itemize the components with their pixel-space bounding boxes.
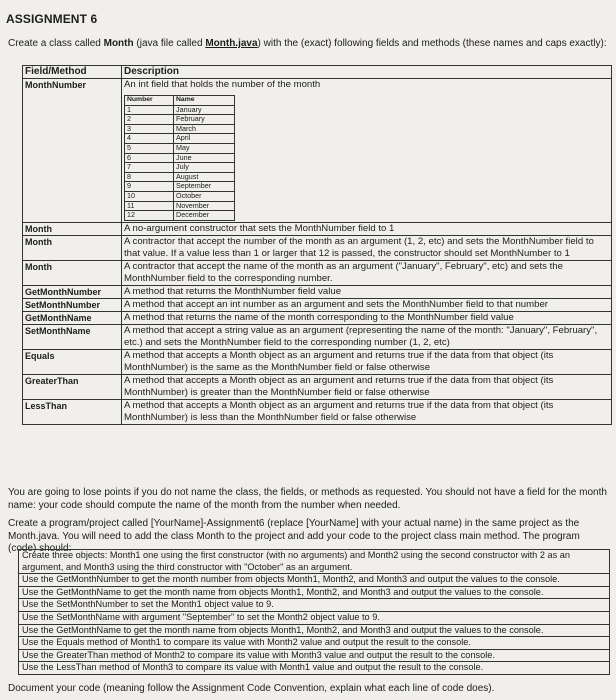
step-text: Use the SetMonthName with argument "September" to set the Month2 object value to 9.: [19, 611, 610, 624]
method-description: A method that accepts a Month object as an argument and returns true if the data from that object (its MonthNumber) is the same as the MonthNumber field or false otherwise: [122, 349, 612, 374]
intro-text-1: Create a class called: [8, 38, 104, 49]
table-row: [23, 374, 612, 399]
method-name: GetMonthNumber: [23, 285, 122, 298]
month-name: November: [174, 201, 235, 211]
method-description: A contractor that accept the name of the month as an argument ("January", February", etc) and sets the MonthNumber field to the corresponding number.: [122, 260, 612, 285]
month-number: 4: [125, 134, 174, 144]
month-number: 12: [125, 211, 174, 221]
header-field-method: Field/Method: [23, 66, 122, 79]
table-header-row: [23, 66, 612, 79]
month-name: March: [174, 124, 235, 134]
month-row: [125, 182, 235, 192]
table-row: [23, 235, 612, 260]
method-name: Equals: [23, 349, 122, 374]
month-number: 9: [125, 182, 174, 192]
field-name: MonthNumber: [23, 79, 122, 223]
method-description: A method that returns the name of the month corresponding to the MonthNumber field value: [122, 311, 612, 324]
step-text: Use the GreaterThan method of Month2 to compare its value with Month3 value and output the result to the console.: [19, 649, 610, 662]
month-name: February: [174, 115, 235, 125]
table-row: [23, 222, 612, 235]
method-name: Month: [23, 222, 122, 235]
method-name: GreaterThan: [23, 374, 122, 399]
class-name: Month: [103, 38, 134, 49]
table-row: [23, 79, 612, 223]
method-description: A method that returns the MonthNumber field value: [122, 285, 612, 298]
step-text: Use the GetMonthName to get the month name from objects Month1, Month2, and Month3 and output the values to the console.: [19, 624, 610, 637]
fields-methods-table: [22, 65, 612, 425]
method-name: Month: [23, 235, 122, 260]
field-description-cell: [122, 79, 612, 223]
method-description: A method that accepts a Month object as an argument and returns true if the data from that object (its MonthNumber) is greater than the MonthNumber field or false otherwise: [122, 374, 612, 399]
list-item: [19, 574, 610, 587]
table-row: [23, 349, 612, 374]
month-number: 7: [125, 163, 174, 173]
project-instructions-paragraph: Create a program/project called [YourName]-Assignment6 (replace [YourName] with your actual name) in the same project as the Month.java. You will need to add the class Month to the project and add your code to the project class main method. The program (code) should:: [8, 518, 580, 554]
month-name: August: [174, 172, 235, 182]
method-name: Month: [23, 260, 122, 285]
assignment-page: [4, 0, 610, 694]
field-description: An int field that holds the number of the month: [124, 79, 321, 90]
method-description: A contractor that accept the number of the month as an argument (1, 2, etc) and sets the MonthNumber field to that value. If a value less than 1 or larger that 12 is passed, the constructor should set MonthNumber to 1: [122, 235, 612, 260]
month-number: 5: [125, 143, 174, 153]
method-name: SetMonthName: [23, 324, 122, 349]
method-description: A method that accept an int number as an argument and sets the MonthNumber field to that number: [122, 298, 612, 311]
file-name: Month.java: [205, 38, 258, 49]
month-row: [125, 211, 235, 221]
month-name: June: [174, 153, 235, 163]
method-name: GetMonthName: [23, 311, 122, 324]
list-item: [19, 550, 610, 574]
method-name: LessThan: [23, 399, 122, 424]
method-description: A method that accepts a Month object as an argument and returns true if the data from that object (its MonthNumber) is less than the MonthNumber field or false otherwise: [122, 399, 612, 424]
month-row: [125, 115, 235, 125]
table-row: [23, 324, 612, 349]
month-name: April: [174, 134, 235, 144]
table-row: [23, 399, 612, 424]
month-name: September: [174, 182, 235, 192]
step-text: Use the SetMonthNumber to set the Month1 object value to 9.: [19, 599, 610, 612]
table-row: [23, 260, 612, 285]
month-number: 6: [125, 153, 174, 163]
list-item: [19, 586, 610, 599]
method-description: A method that accept a string value as an argument (representing the name of the month: "January", February", etc.) and sets the MonthNumber field to the corresponding number (1, 2, etc): [122, 324, 612, 349]
month-name: May: [174, 143, 235, 153]
month-row: [125, 143, 235, 153]
program-steps-table: [18, 549, 610, 675]
table-row: [23, 298, 612, 311]
month-number: 10: [125, 191, 174, 201]
list-item: [19, 624, 610, 637]
month-row: [125, 191, 235, 201]
month-name: October: [174, 191, 235, 201]
list-item: [19, 611, 610, 624]
page-title: ASSIGNMENT 6: [6, 12, 98, 26]
table-row: [23, 285, 612, 298]
intro-text-2: (java file called: [133, 38, 206, 49]
step-text: Use the LessThan method of Month3 to compare its value with Month1 value and output the result to the console.: [19, 662, 610, 675]
month-name: January: [174, 105, 235, 115]
month-number: 3: [125, 124, 174, 134]
table-row: [23, 311, 612, 324]
step-text: Use the GetMonthName to get the month name from objects Month1, Month2, and Month3 and output the values to the console.: [19, 586, 610, 599]
intro-paragraph: [8, 38, 608, 51]
month-number: 1: [125, 105, 174, 115]
months-header-name: Name: [174, 96, 235, 106]
step-text: Use the GetMonthNumber to get the month number from objects Month1, Month2, and Month3 and output the values to the console.: [19, 574, 610, 587]
list-item: [19, 599, 610, 612]
step-text: Create three objects: Month1 one using the first constructor (with no arguments) and Month2 using the second constructor with 2 as an argument, and Month3 using the third constructor with "October" as an argument.: [19, 550, 610, 574]
month-name: July: [174, 163, 235, 173]
list-item: [19, 662, 610, 675]
month-name: December: [174, 211, 235, 221]
list-item: [19, 637, 610, 650]
method-description: A no-argument constructor that sets the MonthNumber field to 1: [122, 222, 612, 235]
months-table: [124, 95, 235, 221]
documentation-note: Document your code (meaning follow the Assignment Code Convention, explain what each line of code does).: [8, 683, 495, 694]
naming-warning-paragraph: You are going to lose points if you do not name the class, the fields, or methods as requested. You should not have a field for the month name: your code should compute the name of the month from the number when needed.: [8, 487, 607, 511]
method-name: SetMonthNumber: [23, 298, 122, 311]
months-header-row: [125, 96, 235, 106]
intro-text-3: ) with the (exact) following fields and methods (these names and caps exactly):: [257, 38, 607, 49]
month-number: 2: [125, 115, 174, 125]
list-item: [19, 649, 610, 662]
month-row: [125, 163, 235, 173]
header-description: Description: [122, 66, 612, 79]
month-number: 8: [125, 172, 174, 182]
month-number: 11: [125, 201, 174, 211]
months-header-number: Number: [125, 96, 174, 106]
step-text: Use the Equals method of Month1 to compare its value with Month2 value and output the result to the console.: [19, 637, 610, 650]
